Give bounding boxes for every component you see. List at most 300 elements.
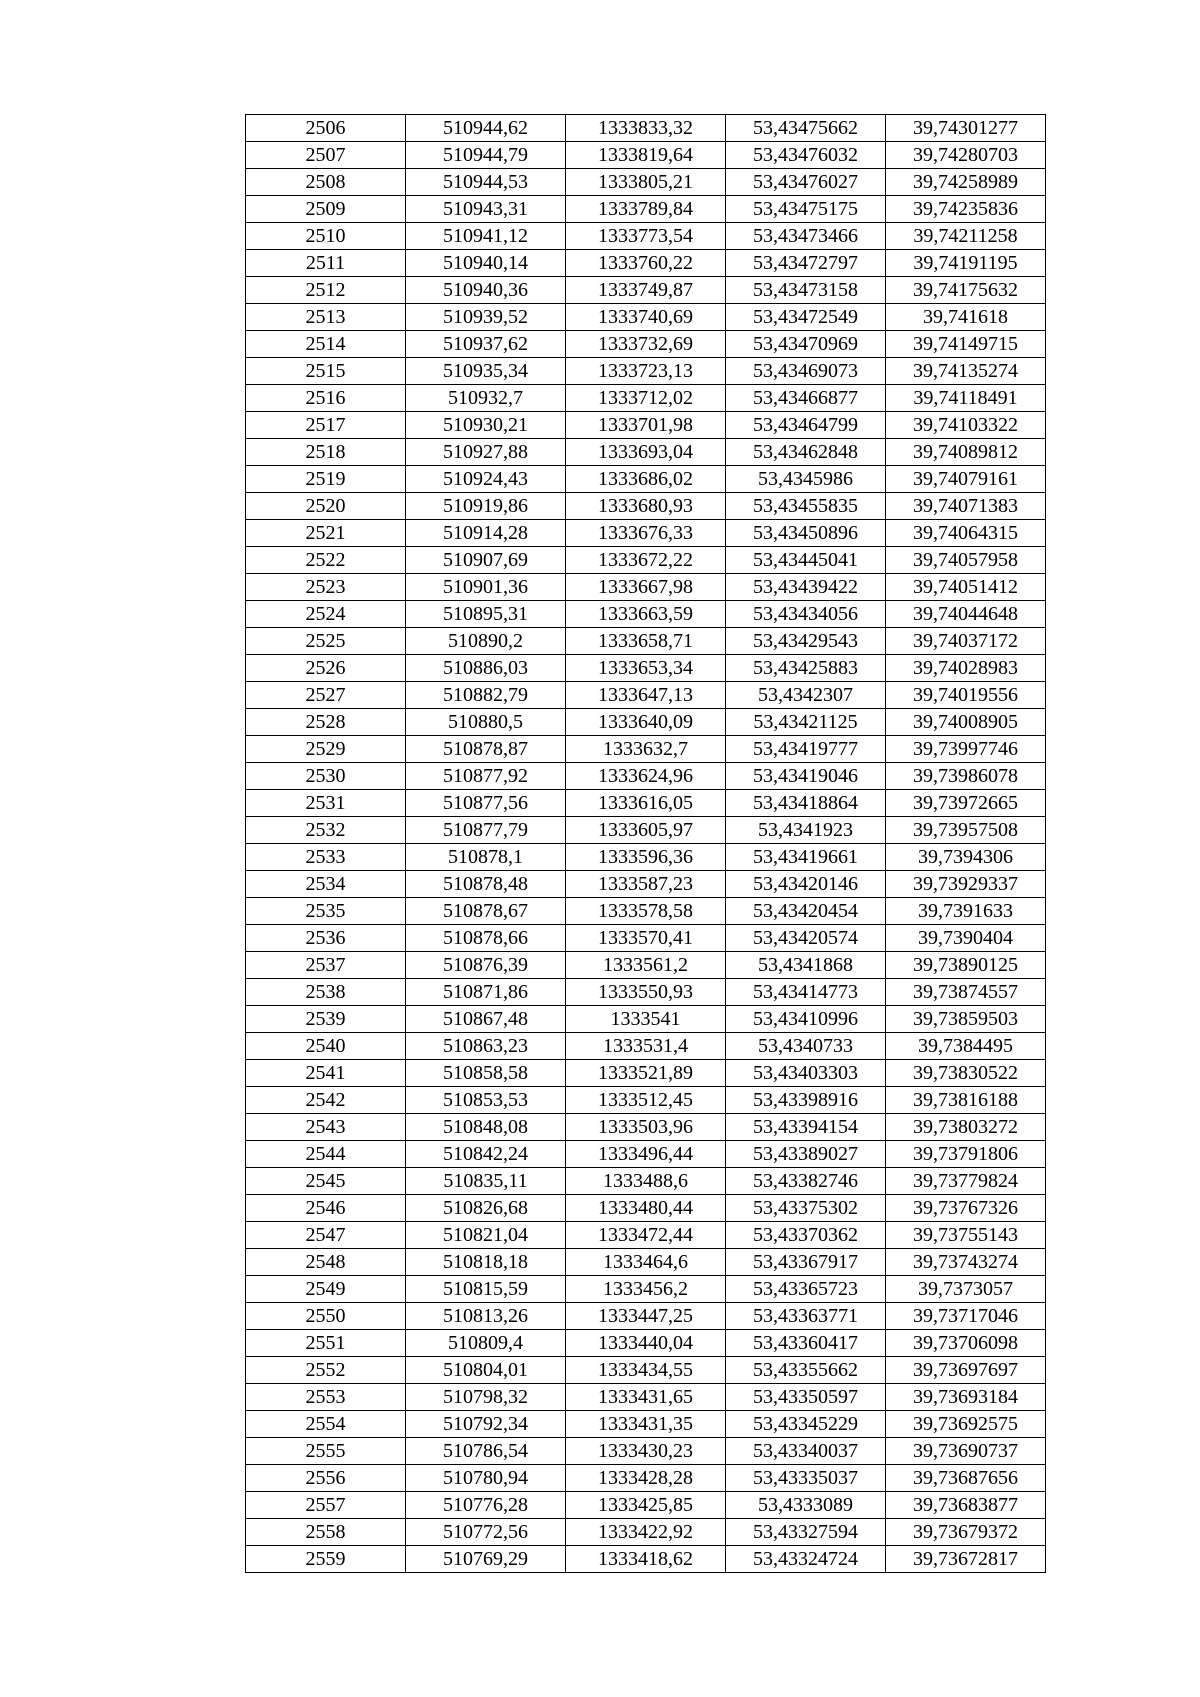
longitude-cell: 39,73997746	[886, 736, 1046, 763]
x-coordinate-cell: 510878,66	[406, 925, 566, 952]
y-coordinate-cell: 1333663,59	[566, 601, 726, 628]
y-coordinate-cell: 1333472,44	[566, 1222, 726, 1249]
latitude-cell: 53,43470969	[726, 331, 886, 358]
y-coordinate-cell: 1333680,93	[566, 493, 726, 520]
latitude-cell: 53,43403303	[726, 1060, 886, 1087]
x-coordinate-cell: 510858,58	[406, 1060, 566, 1087]
table-row	[246, 196, 1046, 223]
table-row	[246, 385, 1046, 412]
latitude-cell: 53,43375302	[726, 1195, 886, 1222]
longitude-cell: 39,73679372	[886, 1519, 1046, 1546]
point-number-cell: 2507	[246, 142, 406, 169]
longitude-cell: 39,73687656	[886, 1465, 1046, 1492]
point-number-cell: 2511	[246, 250, 406, 277]
table-row	[246, 1276, 1046, 1303]
latitude-cell: 53,43419777	[726, 736, 886, 763]
x-coordinate-cell: 510818,18	[406, 1249, 566, 1276]
latitude-cell: 53,43473158	[726, 277, 886, 304]
table-row	[246, 817, 1046, 844]
x-coordinate-cell: 510886,03	[406, 655, 566, 682]
x-coordinate-cell: 510780,94	[406, 1465, 566, 1492]
latitude-cell: 53,43389027	[726, 1141, 886, 1168]
latitude-cell: 53,43370362	[726, 1222, 886, 1249]
latitude-cell: 53,4341923	[726, 817, 886, 844]
coordinates-table	[245, 114, 1046, 1573]
point-number-cell: 2520	[246, 493, 406, 520]
x-coordinate-cell: 510944,53	[406, 169, 566, 196]
y-coordinate-cell: 1333531,4	[566, 1033, 726, 1060]
latitude-cell: 53,43473466	[726, 223, 886, 250]
y-coordinate-cell: 1333658,71	[566, 628, 726, 655]
x-coordinate-cell: 510772,56	[406, 1519, 566, 1546]
latitude-cell: 53,43439422	[726, 574, 886, 601]
x-coordinate-cell: 510848,08	[406, 1114, 566, 1141]
y-coordinate-cell: 1333605,97	[566, 817, 726, 844]
longitude-cell: 39,74008905	[886, 709, 1046, 736]
longitude-cell: 39,73717046	[886, 1303, 1046, 1330]
longitude-cell: 39,73755143	[886, 1222, 1046, 1249]
y-coordinate-cell: 1333488,6	[566, 1168, 726, 1195]
latitude-cell: 53,43327594	[726, 1519, 886, 1546]
latitude-cell: 53,43445041	[726, 547, 886, 574]
longitude-cell: 39,74301277	[886, 115, 1046, 142]
x-coordinate-cell: 510914,28	[406, 520, 566, 547]
longitude-cell: 39,74037172	[886, 628, 1046, 655]
longitude-cell: 39,73697697	[886, 1357, 1046, 1384]
y-coordinate-cell: 1333578,58	[566, 898, 726, 925]
point-number-cell: 2534	[246, 871, 406, 898]
latitude-cell: 53,43466877	[726, 385, 886, 412]
latitude-cell: 53,4340733	[726, 1033, 886, 1060]
y-coordinate-cell: 1333653,34	[566, 655, 726, 682]
y-coordinate-cell: 1333760,22	[566, 250, 726, 277]
table-row	[246, 709, 1046, 736]
y-coordinate-cell: 1333624,96	[566, 763, 726, 790]
x-coordinate-cell: 510877,56	[406, 790, 566, 817]
latitude-cell: 53,43410996	[726, 1006, 886, 1033]
longitude-cell: 39,73890125	[886, 952, 1046, 979]
point-number-cell: 2535	[246, 898, 406, 925]
point-number-cell: 2515	[246, 358, 406, 385]
y-coordinate-cell: 1333647,13	[566, 682, 726, 709]
latitude-cell: 53,43360417	[726, 1330, 886, 1357]
x-coordinate-cell: 510876,39	[406, 952, 566, 979]
table-row	[246, 1546, 1046, 1573]
y-coordinate-cell: 1333428,28	[566, 1465, 726, 1492]
longitude-cell: 39,7394306	[886, 844, 1046, 871]
point-number-cell: 2533	[246, 844, 406, 871]
longitude-cell: 39,74149715	[886, 331, 1046, 358]
y-coordinate-cell: 1333672,22	[566, 547, 726, 574]
x-coordinate-cell: 510937,62	[406, 331, 566, 358]
longitude-cell: 39,74028983	[886, 655, 1046, 682]
point-number-cell: 2549	[246, 1276, 406, 1303]
y-coordinate-cell: 1333712,02	[566, 385, 726, 412]
table-row	[246, 1222, 1046, 1249]
latitude-cell: 53,4341868	[726, 952, 886, 979]
point-number-cell: 2529	[246, 736, 406, 763]
y-coordinate-cell: 1333512,45	[566, 1087, 726, 1114]
x-coordinate-cell: 510907,69	[406, 547, 566, 574]
y-coordinate-cell: 1333480,44	[566, 1195, 726, 1222]
point-number-cell: 2508	[246, 169, 406, 196]
longitude-cell: 39,73743274	[886, 1249, 1046, 1276]
point-number-cell: 2548	[246, 1249, 406, 1276]
y-coordinate-cell: 1333732,69	[566, 331, 726, 358]
latitude-cell: 53,43419046	[726, 763, 886, 790]
latitude-cell: 53,43425883	[726, 655, 886, 682]
latitude-cell: 53,43434056	[726, 601, 886, 628]
table-row	[246, 1168, 1046, 1195]
x-coordinate-cell: 510939,52	[406, 304, 566, 331]
latitude-cell: 53,43340037	[726, 1438, 886, 1465]
x-coordinate-cell: 510877,79	[406, 817, 566, 844]
y-coordinate-cell: 1333740,69	[566, 304, 726, 331]
longitude-cell: 39,74057958	[886, 547, 1046, 574]
y-coordinate-cell: 1333723,13	[566, 358, 726, 385]
point-number-cell: 2545	[246, 1168, 406, 1195]
y-coordinate-cell: 1333456,2	[566, 1276, 726, 1303]
y-coordinate-cell: 1333561,2	[566, 952, 726, 979]
longitude-cell: 39,74051412	[886, 574, 1046, 601]
y-coordinate-cell: 1333686,02	[566, 466, 726, 493]
latitude-cell: 53,43324724	[726, 1546, 886, 1573]
table-row	[246, 601, 1046, 628]
y-coordinate-cell: 1333640,09	[566, 709, 726, 736]
longitude-cell: 39,74089812	[886, 439, 1046, 466]
x-coordinate-cell: 510835,11	[406, 1168, 566, 1195]
point-number-cell: 2551	[246, 1330, 406, 1357]
table-row	[246, 655, 1046, 682]
point-number-cell: 2558	[246, 1519, 406, 1546]
table-row	[246, 250, 1046, 277]
y-coordinate-cell: 1333550,93	[566, 979, 726, 1006]
y-coordinate-cell: 1333587,23	[566, 871, 726, 898]
latitude-cell: 53,43429543	[726, 628, 886, 655]
x-coordinate-cell: 510863,23	[406, 1033, 566, 1060]
point-number-cell: 2546	[246, 1195, 406, 1222]
latitude-cell: 53,43472797	[726, 250, 886, 277]
x-coordinate-cell: 510944,79	[406, 142, 566, 169]
y-coordinate-cell: 1333422,92	[566, 1519, 726, 1546]
table-row	[246, 1330, 1046, 1357]
x-coordinate-cell: 510935,34	[406, 358, 566, 385]
longitude-cell: 39,73693184	[886, 1384, 1046, 1411]
x-coordinate-cell: 510798,32	[406, 1384, 566, 1411]
y-coordinate-cell: 1333616,05	[566, 790, 726, 817]
table-row	[246, 574, 1046, 601]
table-row	[246, 1114, 1046, 1141]
x-coordinate-cell: 510871,86	[406, 979, 566, 1006]
y-coordinate-cell: 1333425,85	[566, 1492, 726, 1519]
point-number-cell: 2552	[246, 1357, 406, 1384]
x-coordinate-cell: 510792,34	[406, 1411, 566, 1438]
x-coordinate-cell: 510890,2	[406, 628, 566, 655]
y-coordinate-cell: 1333570,41	[566, 925, 726, 952]
point-number-cell: 2531	[246, 790, 406, 817]
x-coordinate-cell: 510878,67	[406, 898, 566, 925]
longitude-cell: 39,7373057	[886, 1276, 1046, 1303]
point-number-cell: 2516	[246, 385, 406, 412]
point-number-cell: 2522	[246, 547, 406, 574]
longitude-cell: 39,74258989	[886, 169, 1046, 196]
latitude-cell: 53,43476027	[726, 169, 886, 196]
table-row	[246, 169, 1046, 196]
longitude-cell: 39,74019556	[886, 682, 1046, 709]
longitude-cell: 39,7384495	[886, 1033, 1046, 1060]
y-coordinate-cell: 1333701,98	[566, 412, 726, 439]
point-number-cell: 2542	[246, 1087, 406, 1114]
table-row	[246, 1438, 1046, 1465]
y-coordinate-cell: 1333440,04	[566, 1330, 726, 1357]
table-row	[246, 898, 1046, 925]
latitude-cell: 53,4342307	[726, 682, 886, 709]
table-row	[246, 871, 1046, 898]
table-row	[246, 547, 1046, 574]
table-row	[246, 1465, 1046, 1492]
x-coordinate-cell: 510826,68	[406, 1195, 566, 1222]
longitude-cell: 39,73957508	[886, 817, 1046, 844]
y-coordinate-cell: 1333434,55	[566, 1357, 726, 1384]
x-coordinate-cell: 510882,79	[406, 682, 566, 709]
latitude-cell: 53,43394154	[726, 1114, 886, 1141]
point-number-cell: 2510	[246, 223, 406, 250]
x-coordinate-cell: 510930,21	[406, 412, 566, 439]
point-number-cell: 2559	[246, 1546, 406, 1573]
x-coordinate-cell: 510842,24	[406, 1141, 566, 1168]
point-number-cell: 2544	[246, 1141, 406, 1168]
longitude-cell: 39,73779824	[886, 1168, 1046, 1195]
table-row	[246, 1087, 1046, 1114]
y-coordinate-cell: 1333789,84	[566, 196, 726, 223]
y-coordinate-cell: 1333496,44	[566, 1141, 726, 1168]
table-row	[246, 331, 1046, 358]
y-coordinate-cell: 1333773,54	[566, 223, 726, 250]
point-number-cell: 2553	[246, 1384, 406, 1411]
table-row	[246, 1195, 1046, 1222]
table-row	[246, 844, 1046, 871]
longitude-cell: 39,73830522	[886, 1060, 1046, 1087]
point-number-cell: 2509	[246, 196, 406, 223]
y-coordinate-cell: 1333541	[566, 1006, 726, 1033]
latitude-cell: 53,43420454	[726, 898, 886, 925]
latitude-cell: 53,43350597	[726, 1384, 886, 1411]
longitude-cell: 39,73767326	[886, 1195, 1046, 1222]
longitude-cell: 39,74079161	[886, 466, 1046, 493]
x-coordinate-cell: 510901,36	[406, 574, 566, 601]
longitude-cell: 39,73692575	[886, 1411, 1046, 1438]
longitude-cell: 39,7391633	[886, 898, 1046, 925]
y-coordinate-cell: 1333819,64	[566, 142, 726, 169]
x-coordinate-cell: 510941,12	[406, 223, 566, 250]
latitude-cell: 53,43365723	[726, 1276, 886, 1303]
latitude-cell: 53,43419661	[726, 844, 886, 871]
y-coordinate-cell: 1333430,23	[566, 1438, 726, 1465]
latitude-cell: 53,43455835	[726, 493, 886, 520]
coordinates-table-body	[246, 115, 1046, 1573]
table-row	[246, 763, 1046, 790]
x-coordinate-cell: 510867,48	[406, 1006, 566, 1033]
longitude-cell: 39,73816188	[886, 1087, 1046, 1114]
x-coordinate-cell: 510895,31	[406, 601, 566, 628]
longitude-cell: 39,74211258	[886, 223, 1046, 250]
x-coordinate-cell: 510878,1	[406, 844, 566, 871]
y-coordinate-cell: 1333693,04	[566, 439, 726, 466]
table-row	[246, 1141, 1046, 1168]
table-row	[246, 223, 1046, 250]
table-row	[246, 952, 1046, 979]
point-number-cell: 2550	[246, 1303, 406, 1330]
x-coordinate-cell: 510878,87	[406, 736, 566, 763]
x-coordinate-cell: 510919,86	[406, 493, 566, 520]
latitude-cell: 53,43418864	[726, 790, 886, 817]
table-row	[246, 439, 1046, 466]
y-coordinate-cell: 1333676,33	[566, 520, 726, 547]
point-number-cell: 2526	[246, 655, 406, 682]
latitude-cell: 53,43398916	[726, 1087, 886, 1114]
point-number-cell: 2524	[246, 601, 406, 628]
point-number-cell: 2543	[246, 1114, 406, 1141]
x-coordinate-cell: 510813,26	[406, 1303, 566, 1330]
longitude-cell: 39,73803272	[886, 1114, 1046, 1141]
table-row	[246, 520, 1046, 547]
point-number-cell: 2557	[246, 1492, 406, 1519]
latitude-cell: 53,43469073	[726, 358, 886, 385]
table-row	[246, 1060, 1046, 1087]
longitude-cell: 39,73929337	[886, 871, 1046, 898]
latitude-cell: 53,43472549	[726, 304, 886, 331]
latitude-cell: 53,43345229	[726, 1411, 886, 1438]
x-coordinate-cell: 510940,36	[406, 277, 566, 304]
y-coordinate-cell: 1333805,21	[566, 169, 726, 196]
table-row	[246, 1303, 1046, 1330]
y-coordinate-cell: 1333521,89	[566, 1060, 726, 1087]
point-number-cell: 2532	[246, 817, 406, 844]
x-coordinate-cell: 510932,7	[406, 385, 566, 412]
longitude-cell: 39,74280703	[886, 142, 1046, 169]
x-coordinate-cell: 510809,4	[406, 1330, 566, 1357]
x-coordinate-cell: 510924,43	[406, 466, 566, 493]
table-row	[246, 1411, 1046, 1438]
latitude-cell: 53,43462848	[726, 439, 886, 466]
point-number-cell: 2513	[246, 304, 406, 331]
latitude-cell: 53,43367917	[726, 1249, 886, 1276]
longitude-cell: 39,73972665	[886, 790, 1046, 817]
longitude-cell: 39,74103322	[886, 412, 1046, 439]
latitude-cell: 53,43382746	[726, 1168, 886, 1195]
latitude-cell: 53,43421125	[726, 709, 886, 736]
latitude-cell: 53,43475175	[726, 196, 886, 223]
point-number-cell: 2506	[246, 115, 406, 142]
y-coordinate-cell: 1333632,7	[566, 736, 726, 763]
point-number-cell: 2527	[246, 682, 406, 709]
table-row	[246, 466, 1046, 493]
longitude-cell: 39,73683877	[886, 1492, 1046, 1519]
latitude-cell: 53,43335037	[726, 1465, 886, 1492]
y-coordinate-cell: 1333431,65	[566, 1384, 726, 1411]
table-row	[246, 1006, 1046, 1033]
table-row	[246, 142, 1046, 169]
point-number-cell: 2555	[246, 1438, 406, 1465]
longitude-cell: 39,74135274	[886, 358, 1046, 385]
latitude-cell: 53,43475662	[726, 115, 886, 142]
longitude-cell: 39,74064315	[886, 520, 1046, 547]
point-number-cell: 2556	[246, 1465, 406, 1492]
x-coordinate-cell: 510769,29	[406, 1546, 566, 1573]
longitude-cell: 39,73874557	[886, 979, 1046, 1006]
point-number-cell: 2547	[246, 1222, 406, 1249]
longitude-cell: 39,741618	[886, 304, 1046, 331]
longitude-cell: 39,7390404	[886, 925, 1046, 952]
y-coordinate-cell: 1333464,6	[566, 1249, 726, 1276]
x-coordinate-cell: 510821,04	[406, 1222, 566, 1249]
latitude-cell: 53,43420574	[726, 925, 886, 952]
x-coordinate-cell: 510943,31	[406, 196, 566, 223]
table-row	[246, 979, 1046, 1006]
point-number-cell: 2536	[246, 925, 406, 952]
latitude-cell: 53,43363771	[726, 1303, 886, 1330]
table-row	[246, 493, 1046, 520]
point-number-cell: 2541	[246, 1060, 406, 1087]
point-number-cell: 2539	[246, 1006, 406, 1033]
longitude-cell: 39,74071383	[886, 493, 1046, 520]
x-coordinate-cell: 510776,28	[406, 1492, 566, 1519]
table-row	[246, 1249, 1046, 1276]
x-coordinate-cell: 510877,92	[406, 763, 566, 790]
point-number-cell: 2554	[246, 1411, 406, 1438]
x-coordinate-cell: 510940,14	[406, 250, 566, 277]
x-coordinate-cell: 510853,53	[406, 1087, 566, 1114]
table-row	[246, 1357, 1046, 1384]
latitude-cell: 53,43476032	[726, 142, 886, 169]
longitude-cell: 39,73706098	[886, 1330, 1046, 1357]
y-coordinate-cell: 1333447,25	[566, 1303, 726, 1330]
point-number-cell: 2525	[246, 628, 406, 655]
point-number-cell: 2517	[246, 412, 406, 439]
point-number-cell: 2519	[246, 466, 406, 493]
x-coordinate-cell: 510880,5	[406, 709, 566, 736]
latitude-cell: 53,43414773	[726, 979, 886, 1006]
longitude-cell: 39,73690737	[886, 1438, 1046, 1465]
y-coordinate-cell: 1333418,62	[566, 1546, 726, 1573]
y-coordinate-cell: 1333503,96	[566, 1114, 726, 1141]
x-coordinate-cell: 510815,59	[406, 1276, 566, 1303]
point-number-cell: 2540	[246, 1033, 406, 1060]
longitude-cell: 39,73791806	[886, 1141, 1046, 1168]
y-coordinate-cell: 1333431,35	[566, 1411, 726, 1438]
table-row	[246, 790, 1046, 817]
x-coordinate-cell: 510944,62	[406, 115, 566, 142]
y-coordinate-cell: 1333749,87	[566, 277, 726, 304]
table-row	[246, 304, 1046, 331]
latitude-cell: 53,4345986	[726, 466, 886, 493]
y-coordinate-cell: 1333833,32	[566, 115, 726, 142]
y-coordinate-cell: 1333596,36	[566, 844, 726, 871]
latitude-cell: 53,43450896	[726, 520, 886, 547]
table-row	[246, 1519, 1046, 1546]
point-number-cell: 2512	[246, 277, 406, 304]
longitude-cell: 39,74175632	[886, 277, 1046, 304]
latitude-cell: 53,43420146	[726, 871, 886, 898]
point-number-cell: 2530	[246, 763, 406, 790]
table-row	[246, 925, 1046, 952]
table-row	[246, 1492, 1046, 1519]
point-number-cell: 2521	[246, 520, 406, 547]
table-row	[246, 1384, 1046, 1411]
point-number-cell: 2538	[246, 979, 406, 1006]
longitude-cell: 39,74118491	[886, 385, 1046, 412]
x-coordinate-cell: 510878,48	[406, 871, 566, 898]
